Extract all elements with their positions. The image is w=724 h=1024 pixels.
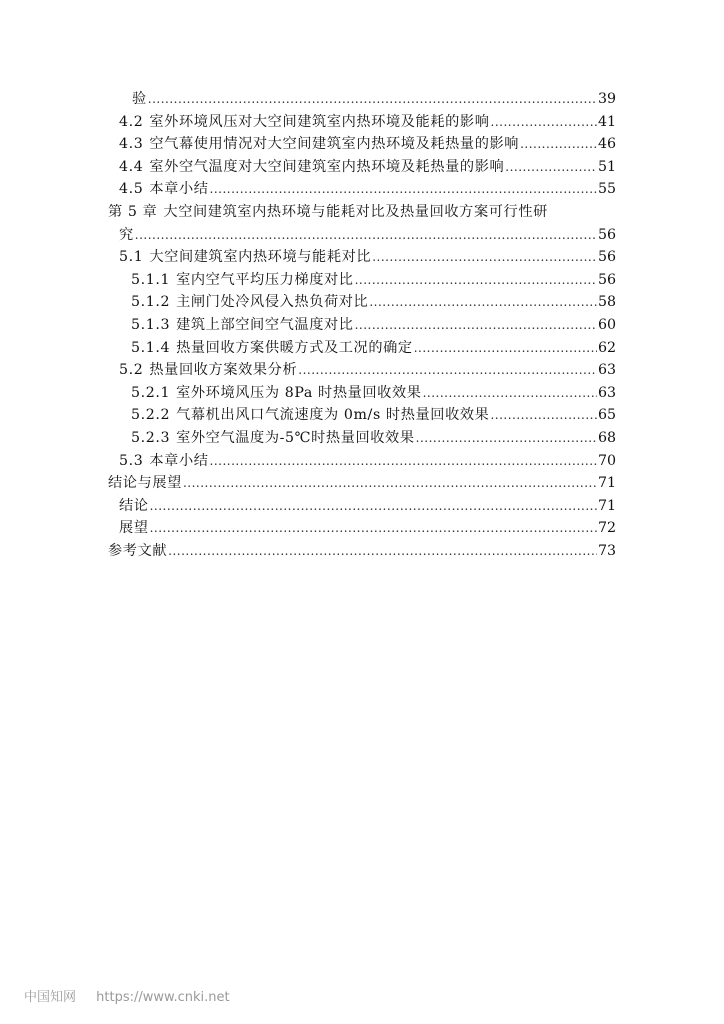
toc-entry-label: [131, 404, 489, 427]
toc-entry-label: [131, 382, 422, 405]
toc-entry[interactable]: [108, 517, 616, 540]
toc-entry-title: 参考文献: [108, 542, 168, 559]
toc-entry-label: [119, 359, 297, 382]
toc-entry-page: 56: [597, 249, 616, 266]
toc-entry[interactable]: [108, 224, 616, 247]
toc-entry-title: 室外空气温度对大空间建筑室内热环境及耗热量的影响: [149, 158, 505, 175]
toc-entry-title: 室外环境风压对大空间建筑室内热环境及能耗的影响: [149, 113, 490, 130]
toc-entry-page: 46: [597, 136, 616, 153]
toc-entry-label: [132, 88, 147, 111]
toc-entry-number: 4.4: [119, 158, 144, 175]
toc-entry-page: 51: [597, 158, 616, 175]
toc-entry-page: 63: [597, 384, 616, 401]
toc-entry-label: [119, 224, 134, 247]
toc-leader-dots: [210, 178, 597, 201]
toc-entry[interactable]: [108, 382, 616, 405]
toc-entry-label: [119, 495, 149, 518]
toc-entry-number: 5.1.4: [131, 339, 171, 356]
toc-entry-title: 热量回收方案效果分析: [149, 362, 298, 379]
toc-entry[interactable]: [108, 495, 616, 518]
toc-entry-number: 5.2.2: [131, 407, 171, 424]
toc-entry-number: 5.2.1: [131, 384, 171, 401]
toc-entry-title: 展望: [119, 520, 149, 537]
toc-entry-label: [119, 517, 149, 540]
toc-entry-page: 39: [597, 91, 616, 107]
toc-entry[interactable]: [108, 201, 616, 224]
toc-entry-label: [119, 178, 209, 201]
toc-entry[interactable]: [108, 156, 616, 179]
toc-leader-dots: [355, 314, 597, 337]
toc-entry-number: 5.2.3: [131, 429, 171, 446]
toc-leader-dots: [150, 495, 597, 518]
toc-entry-label: [131, 337, 413, 360]
toc-entry[interactable]: [108, 359, 616, 382]
toc-entry-number: 4.3: [119, 136, 144, 153]
toc-entry-number: 4.2: [119, 113, 144, 130]
toc-entry-label: [119, 450, 209, 473]
toc-leader-dots: [148, 88, 597, 111]
toc-leader-dots: [372, 246, 597, 269]
toc-entry-number: 5.1.3: [131, 316, 171, 333]
toc-entry-page: 56: [597, 226, 616, 243]
toc-entry-number: 4.5: [119, 181, 144, 198]
toc-entry[interactable]: [108, 404, 616, 427]
toc-leader-dots: [414, 337, 597, 360]
toc-entry[interactable]: [108, 472, 616, 495]
toc-entry-label: [131, 291, 368, 314]
toc-entry-label: [131, 269, 354, 292]
toc-entry[interactable]: [108, 88, 616, 111]
toc-entry-title: 究: [119, 226, 134, 243]
toc-entry-page: 63: [597, 362, 616, 379]
toc-entry-page: 41: [597, 113, 616, 130]
toc-entry-page: 73: [597, 542, 616, 559]
toc-entry[interactable]: [108, 178, 616, 201]
toc-entry-title: 热量回收方案供暖方式及工况的确定: [176, 339, 413, 356]
toc-entry[interactable]: [108, 133, 616, 156]
toc-leader-dots: [298, 359, 597, 382]
toc-entry-page: 56: [597, 271, 616, 288]
toc-entry-label: [131, 427, 415, 450]
toc-entry-title: 结论与展望: [108, 475, 182, 492]
toc-leader-dots: [168, 540, 597, 563]
toc-entry-title: 建筑上部空间空气温度对比: [176, 316, 354, 333]
toc-entry-title: 主闸门处冷风侵入热负荷对比: [176, 294, 369, 311]
toc-entry-number: 5.2: [119, 362, 144, 379]
toc-entry-label: [108, 540, 167, 563]
toc-entry-label: [119, 133, 519, 156]
toc-entry-page: 58: [597, 294, 616, 311]
toc-entry[interactable]: [108, 291, 616, 314]
toc-leader-dots: [416, 427, 597, 450]
toc-entry-title: 室外空气温度为-5℃时热量回收效果: [176, 429, 415, 446]
toc-leader-dots: [135, 224, 597, 247]
toc-entry-page: 71: [597, 497, 616, 514]
footer-url[interactable]: https://www.cnki.net: [96, 990, 230, 1005]
toc-entry[interactable]: [108, 269, 616, 292]
toc-entry-number: 5.1: [119, 249, 144, 266]
toc-entry-page: 55: [597, 181, 616, 198]
toc-entry-title: 本章小结: [149, 452, 209, 469]
toc-entry-title: 验: [132, 91, 147, 107]
toc-entry-page: 60: [597, 316, 616, 333]
toc-entry-page: 70: [597, 452, 616, 469]
toc-entry-label: [108, 472, 182, 495]
toc-leader-dots: [210, 450, 597, 473]
toc-leader-dots: [150, 517, 597, 540]
toc-entry-label: [119, 111, 490, 134]
toc-leader-dots: [369, 291, 597, 314]
toc-leader-dots: [490, 404, 596, 427]
footer-brand: 中国知网: [24, 990, 77, 1005]
toc-leader-dots: [520, 133, 597, 156]
toc-entry-page: 72: [597, 520, 616, 537]
toc-leader-dots: [491, 111, 597, 134]
toc-entry-title: 大空间建筑室内热环境与能耗对比: [149, 249, 372, 266]
toc-entry-number: 5.3: [119, 452, 144, 469]
toc-entry-page: 65: [597, 407, 616, 424]
toc-leader-dots: [423, 382, 597, 405]
toc-entry-page: 62: [597, 339, 616, 356]
toc-entry[interactable]: [108, 337, 616, 360]
toc-entry-title: 气幕机出风口气流速度为 0m/s 时热量回收效果: [176, 407, 490, 424]
toc-entry[interactable]: [108, 427, 616, 450]
toc-entry[interactable]: [108, 246, 616, 269]
toc-entry-title: 本章小结: [149, 181, 209, 198]
toc-entry-label: [131, 314, 354, 337]
toc-entry-page: 71: [597, 475, 616, 492]
footer-watermark: [24, 986, 246, 1005]
toc-entry-title: 室外环境风压为 8Pa 时热量回收效果: [176, 384, 422, 401]
toc-leader-dots: [183, 472, 597, 495]
toc-entry-number: 第 5 章: [108, 203, 158, 220]
toc-entry[interactable]: [108, 314, 616, 337]
toc-leader-dots: [355, 269, 597, 292]
toc-entry-label: [108, 201, 548, 224]
toc-entry[interactable]: [108, 450, 616, 473]
toc-entry[interactable]: [108, 540, 616, 563]
toc-entry-label: [119, 156, 504, 179]
toc-entry-label: [119, 246, 371, 269]
toc-entry-number: 5.1.2: [131, 294, 171, 311]
table-of-contents: [108, 88, 616, 562]
toc-entry[interactable]: [108, 111, 616, 134]
toc-entry-title: 空气幕使用情况对大空间建筑室内热环境及耗热量的影响: [149, 136, 520, 153]
toc-entry-number: 5.1.1: [131, 271, 171, 288]
toc-leader-dots: [505, 156, 597, 179]
toc-entry-title: 室内空气平均压力梯度对比: [176, 271, 354, 288]
toc-entry-title: 大空间建筑室内热环境与能耗对比及热量回收方案可行性研: [163, 203, 548, 220]
toc-entry-page: 68: [597, 429, 616, 446]
toc-entry-title: 结论: [119, 497, 149, 514]
